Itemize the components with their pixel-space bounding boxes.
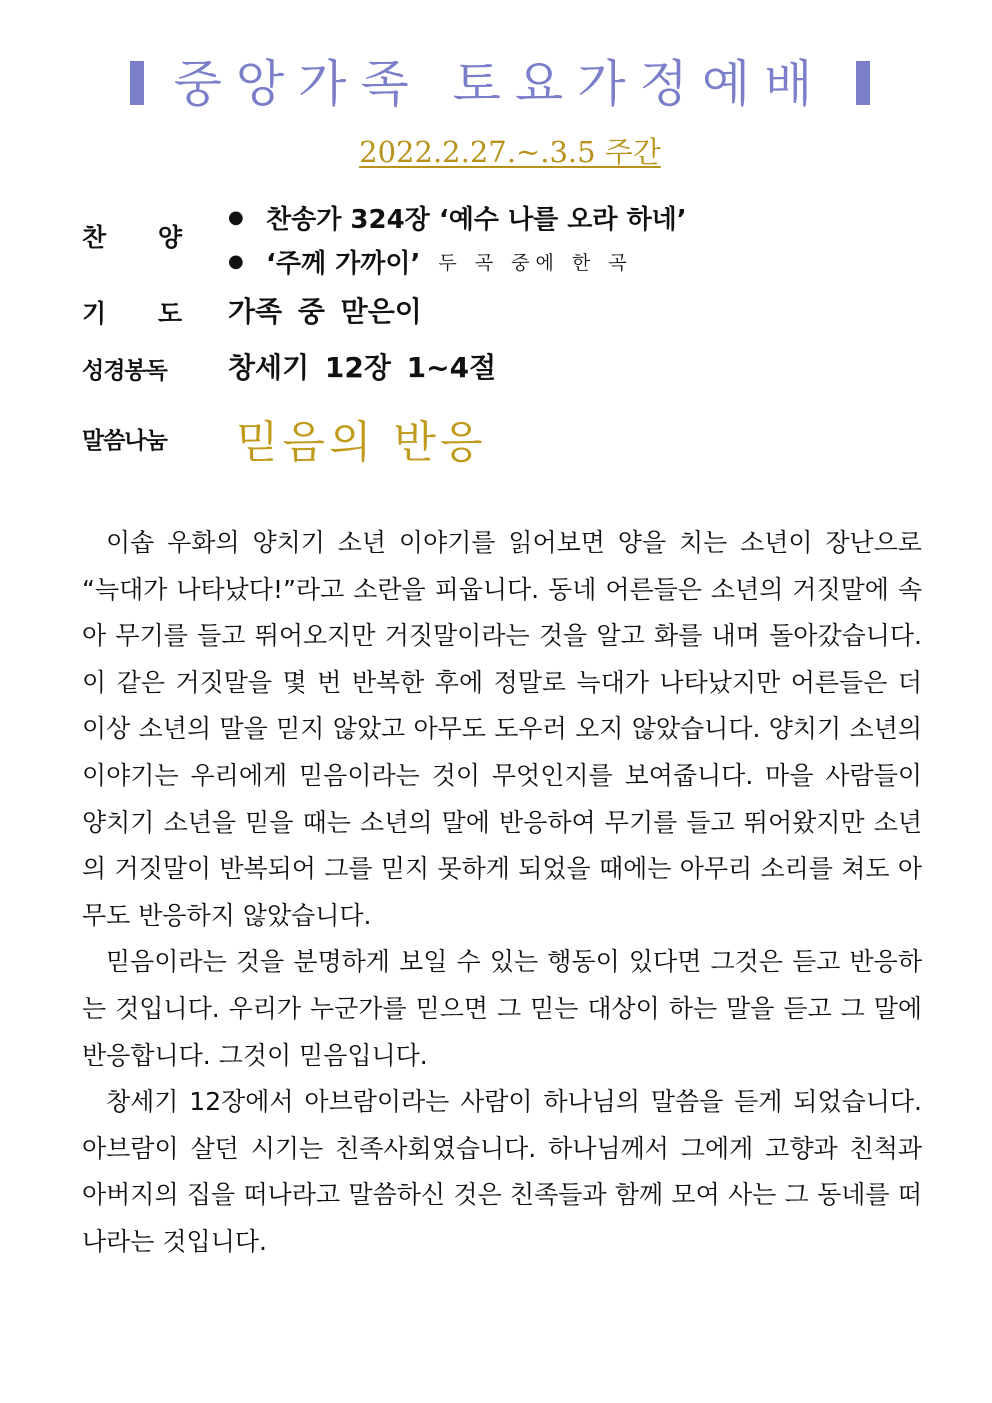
week-subtitle: 2022.2.27.~.3.5 주간 xyxy=(359,135,661,169)
bullet-icon: ● xyxy=(228,250,244,272)
body-paragraph-text: 창세기 12장에서 아브람이라는 사람이 하나님의 말씀을 듣게 되었습니다. 아브람이 살던 시기는 친족사회였습니다. 하나님께서 그에게 고향과 친척과 아버지의 집을 떠나라고 말씀하신 것은 친족들과 함께 모여 사는 그 동네를 떠나라는 것입니다. xyxy=(82,1087,922,1256)
hymn-item xyxy=(228,195,687,239)
praise-label-char-2: 양 xyxy=(157,223,182,252)
body-paragraph-text: 이솝 우화의 양치기 소년 이야기를 읽어보면 양을 치는 소년이 장난으로 “늑대가 나타났다!”라고 소란을 피웁니다. 동네 어른들은 소년의 거짓말에 속아 무기를 들고 뛰어오지만 거짓말이라는 것을 알고 화를 내며 돌아갔습니다. 이 같은 거짓말을 몇 번 반복한 후에 정말로 늑대가 나타났지만 어른들은 더 이상 소년의 말을 믿지 않았고 아무도 도우러 오지 않았습니다. 양치기 소년의 이야기는 우리에게 믿음이라는 것이 무엇인지를 보여줍니다. 마을 사람들이 양치기 소년을 믿을 때는 소년의 말에 반응하여 무기를 들고 뛰어왔지만 소년의 거짓말이 반복되어 그를 믿지 못하게 되었을 때에는 아무리 소리를 쳐도 아무도 반응하지 않았습니다. xyxy=(82,528,922,930)
body-paragraph-text: 믿음이라는 것을 분명하게 보일 수 있는 행동이 있다면 그것은 듣고 반응하는 것입니다. 우리가 누군가를 믿으면 그 믿는 대상이 하는 말을 듣고 그 말에 반응합니다. 그것이 믿음입니다. xyxy=(82,947,922,1070)
reading-value: 창세기 12장 1~4절 xyxy=(228,351,497,384)
sermon-label: 말씀나눔 xyxy=(82,428,167,454)
title-left-bar xyxy=(130,61,144,105)
title-right-bar xyxy=(856,61,870,105)
reading-label: 성경봉독 xyxy=(82,358,167,384)
body-paragraph xyxy=(82,939,922,1079)
hymn-text: 찬송가 324장 ‘예수 나를 오라 하네’ xyxy=(266,204,687,235)
sermon-title: 믿음의 반응 xyxy=(236,417,487,468)
hymn-note: 두 곡 중에 한 곡 xyxy=(438,251,633,274)
prayer-value: 가족 중 맏은이 xyxy=(228,295,422,328)
hymn-item xyxy=(228,239,687,283)
title-row xyxy=(130,40,870,120)
praise-label xyxy=(82,218,182,254)
page-title: 중앙가족 토요가정예배 xyxy=(173,55,827,113)
prayer-label-char-2: 도 xyxy=(157,299,182,328)
prayer-label xyxy=(82,294,182,330)
body-paragraph xyxy=(82,1079,922,1265)
hymn-text: ‘주께 가까이’ xyxy=(266,248,421,279)
prayer-label-char-1: 기 xyxy=(82,299,107,328)
praise-label-char-1: 찬 xyxy=(82,223,107,252)
body-paragraph xyxy=(82,520,922,939)
bullet-icon: ● xyxy=(228,206,244,228)
hymn-list xyxy=(228,195,687,283)
sermon-body xyxy=(82,520,922,1266)
